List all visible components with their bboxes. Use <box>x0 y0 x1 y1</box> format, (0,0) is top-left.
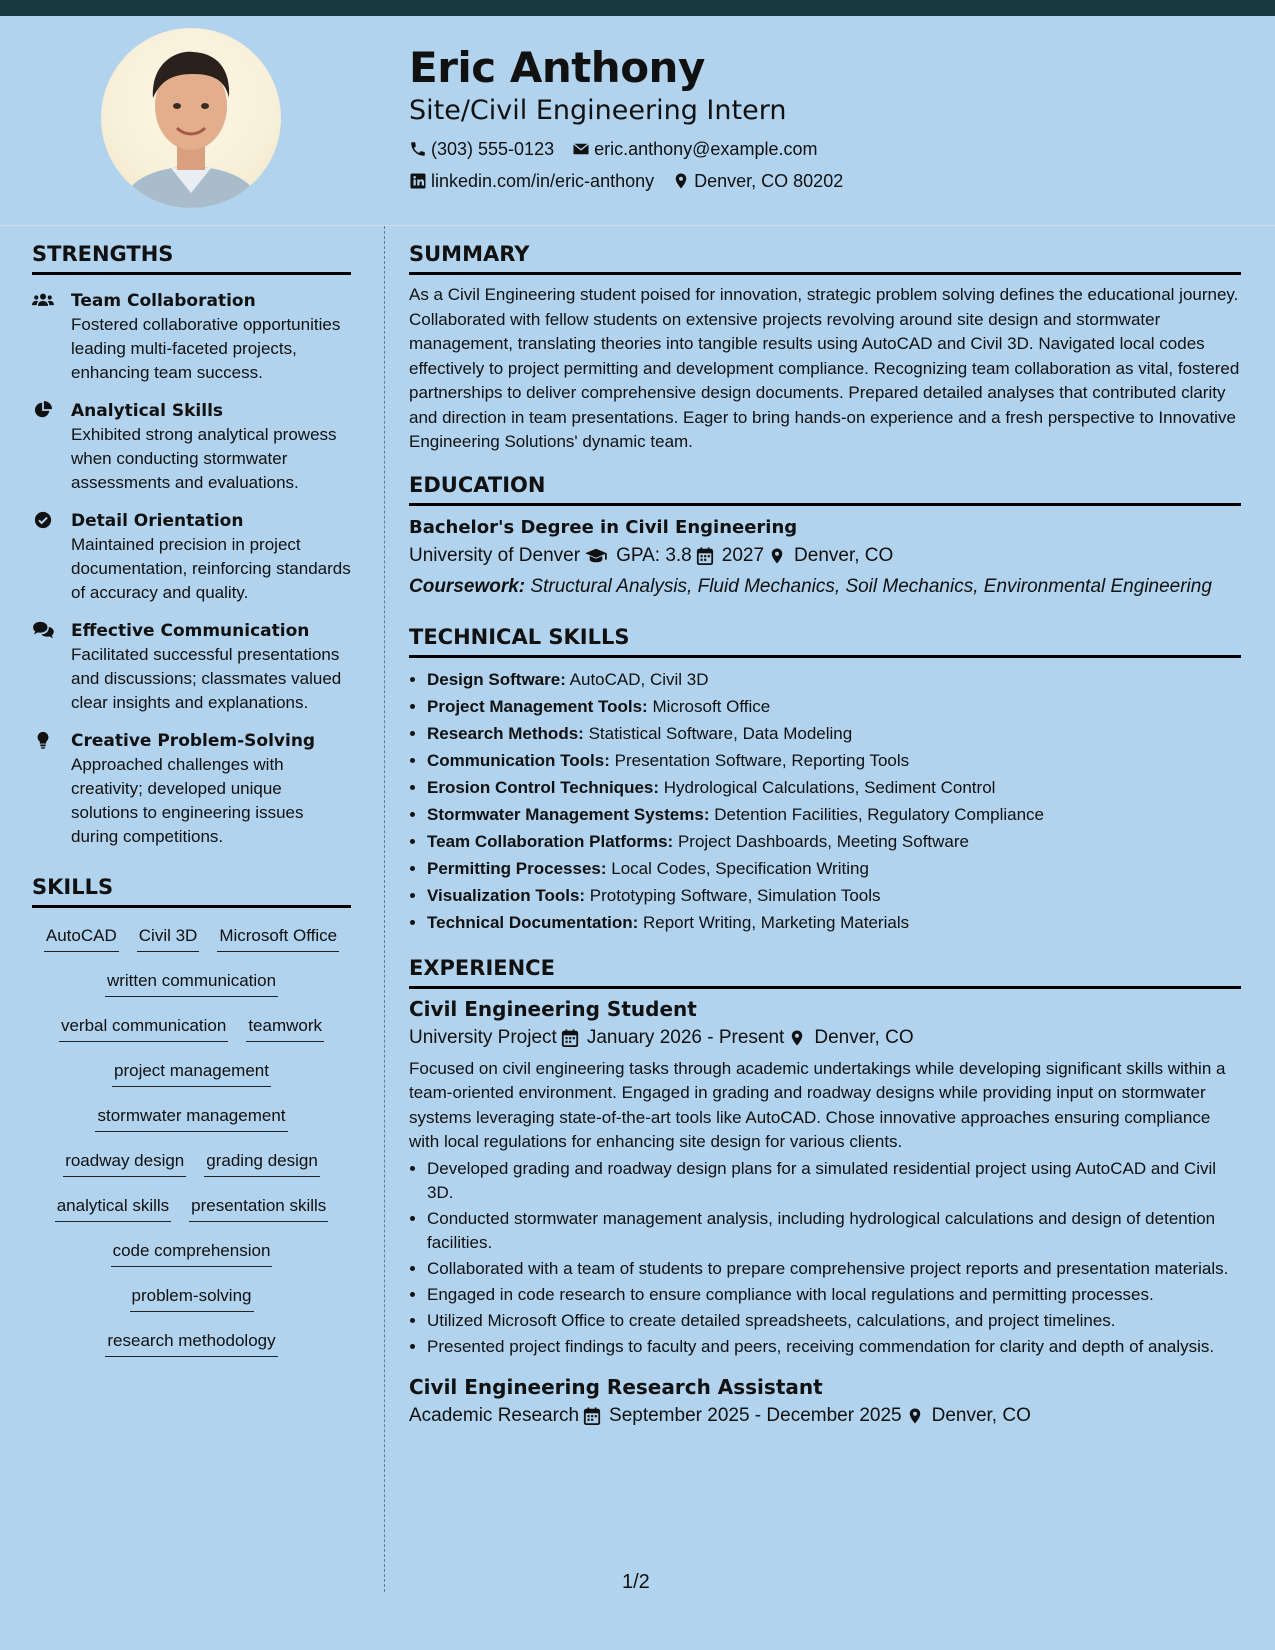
strength-desc: Approached challenges with creativity; developed unique solutions to engineering issues during competitions. <box>71 755 304 846</box>
skill-tag: presentation skills <box>189 1192 328 1222</box>
profile-photo <box>101 28 281 208</box>
strength-desc: Fostered collaborative opportunities leading multi-faceted projects, enhancing team success. <box>71 315 341 382</box>
coursework-label: Coursework: <box>409 575 526 597</box>
strength-item <box>32 289 351 385</box>
calendar-icon <box>561 1029 579 1047</box>
strength-title: Analytical Skills <box>71 401 224 421</box>
skill-tag: code comprehension <box>111 1237 273 1267</box>
experience-title: EXPERIENCE <box>409 950 1241 989</box>
skill-tag: Microsoft Office <box>217 922 339 952</box>
skill-tag: teamwork <box>246 1012 324 1042</box>
skill-row <box>32 1147 351 1192</box>
skill-tag: problem-solving <box>130 1282 254 1312</box>
candidate-name: Eric Anthony <box>409 43 705 92</box>
list-item: • Permitting Processes: Local Codes, Specification Writing <box>427 855 1241 882</box>
skill-row <box>32 1237 351 1282</box>
skill-row <box>32 1057 351 1102</box>
school-location: Denver, CO <box>794 544 894 566</box>
strength-item <box>32 509 351 605</box>
strength-title: Detail Orientation <box>71 511 244 531</box>
list-item: • Project Management Tools: Microsoft Office <box>427 693 1241 720</box>
job-dates: January 2026 - Present <box>586 1026 785 1048</box>
map-pin-icon <box>906 1407 924 1425</box>
job-dates: September 2025 - December 2025 <box>609 1404 902 1426</box>
left-column <box>32 236 351 1372</box>
job-location: Denver, CO <box>814 1026 914 1048</box>
skill-row <box>32 967 351 1012</box>
gpa-text: GPA: 3.8 <box>616 544 692 566</box>
linkedin-text[interactable]: linkedin.com/in/eric-anthony <box>431 171 655 191</box>
map-pin-icon <box>788 1029 806 1047</box>
skills-title: SKILLS <box>32 869 351 908</box>
skill-tag: Civil 3D <box>137 922 200 952</box>
job-title: Civil Engineering Research Assistant <box>409 1374 823 1399</box>
job-org: University Project <box>409 1026 557 1048</box>
strength-title: Effective Communication <box>71 621 310 641</box>
graduation-cap-icon <box>584 547 608 565</box>
list-item: • Team Collaboration Platforms: Project Dashboards, Meeting Software <box>427 828 1241 855</box>
list-item: • Stormwater Management Systems: Detention Facilities, Regulatory Compliance <box>427 801 1241 828</box>
comments-icon <box>32 621 54 639</box>
skill-row <box>32 922 351 967</box>
strength-item <box>32 619 351 715</box>
strength-desc: Maintained precision in project documentation, reinforcing standards of accuracy and quality. <box>71 535 351 602</box>
education-meta <box>409 541 1241 571</box>
right-column <box>409 236 1241 1431</box>
summary-title: SUMMARY <box>409 236 1241 275</box>
skill-tag: analytical skills <box>55 1192 171 1222</box>
strength-desc: Facilitated successful presentations and discussions; classmates valued clear insights and explanations. <box>71 645 342 712</box>
coursework-list: Structural Analysis, Fluid Mechanics, Soil Mechanics, Environmental Engineering <box>530 575 1212 597</box>
map-pin-icon <box>672 172 690 190</box>
skill-row <box>32 1102 351 1147</box>
linkedin-item <box>409 170 654 192</box>
job-org: Academic Research <box>409 1404 580 1426</box>
map-pin-icon <box>768 547 786 565</box>
page-number: 1/2 <box>622 1571 650 1593</box>
phone-item <box>409 138 554 160</box>
graduation-year: 2027 <box>721 544 765 566</box>
skill-tag: stormwater management <box>95 1102 287 1132</box>
skills-list <box>32 922 351 1372</box>
skill-tag: written communication <box>105 967 278 997</box>
summary-text: As a Civil Engineering student poised for innovation, strategic problem solving defines the educational journey. Collaborated with fellow students on extensive projects revolving around site design and stormwater management, translating theories into tangible results using AutoCAD and Civil 3D. Navigated local codes effectively to project permitting and development compliance. Recognizing team collaboration as vital, fostered partnerships to deliver comprehensive design documents. Prepared detailed analyses that contributed clarity and direction in team presentations. Eager to bring hands-on experience and a fresh perspective to Innovative Engineering Solutions' dynamic team. <box>409 285 1240 451</box>
location-item <box>672 170 843 192</box>
list-item: • Design Software: AutoCAD, Civil 3D <box>427 666 1241 693</box>
lightbulb-icon <box>32 731 54 749</box>
email-text[interactable]: eric.anthony@example.com <box>594 139 818 159</box>
linkedin-icon <box>409 172 427 190</box>
education-title: EDUCATION <box>409 467 1241 506</box>
calendar-icon <box>583 1407 601 1425</box>
calendar-icon <box>696 547 714 565</box>
list-item: • Utilized Microsoft Office to create detailed spreadsheets, calculations, and project timelines. <box>427 1309 1241 1333</box>
list-item: • Presented project findings to faculty and peers, receiving commendation for clarity and depth of analysis. <box>427 1335 1241 1359</box>
strengths-title: STRENGTHS <box>32 236 351 275</box>
skill-row <box>32 1192 351 1237</box>
strength-item <box>32 729 351 849</box>
list-item: • Erosion Control Techniques: Hydrological Calculations, Sediment Control <box>427 774 1241 801</box>
list-item: • Collaborated with a team of students to prepare comprehensive project reports and presentation materials. <box>427 1257 1241 1281</box>
location-text: Denver, CO 80202 <box>694 171 844 191</box>
top-bar <box>0 0 1275 16</box>
contact-row-1 <box>409 138 1249 160</box>
list-item: • Visualization Tools: Prototyping Software, Simulation Tools <box>427 882 1241 909</box>
check-circle-icon <box>32 511 54 529</box>
job-meta <box>409 1401 1241 1431</box>
coursework <box>409 575 1241 599</box>
pie-chart-icon <box>32 401 54 419</box>
job-location: Denver, CO <box>931 1404 1031 1426</box>
candidate-role: Site/Civil Engineering Intern <box>409 95 787 126</box>
strength-desc: Exhibited strong analytical prowess when conducting stormwater assessments and evaluations. <box>71 425 337 492</box>
skill-tag: research methodology <box>105 1327 277 1357</box>
skill-row <box>32 1282 351 1327</box>
list-item: • Research Methods: Statistical Software, Data Modeling <box>427 720 1241 747</box>
skill-row <box>32 1327 351 1372</box>
list-item: • Technical Documentation: Report Writing, Marketing Materials <box>427 909 1241 936</box>
phone-text[interactable]: (303) 555-0123 <box>431 139 555 159</box>
contact-row-2 <box>409 170 1249 192</box>
users-icon <box>32 291 54 309</box>
skill-tag: AutoCAD <box>44 922 119 952</box>
job-meta <box>409 1023 1241 1053</box>
list-item: • Conducted stormwater management analysis, including hydrological calculations and design of detention facilities. <box>427 1207 1241 1255</box>
school-name: University of Denver <box>409 544 581 566</box>
list-item: • Communication Tools: Presentation Software, Reporting Tools <box>427 747 1241 774</box>
job-bullets <box>409 1157 1241 1359</box>
email-item <box>572 138 817 160</box>
skill-tag: roadway design <box>63 1147 186 1177</box>
skill-row <box>32 1012 351 1057</box>
skill-tag: verbal communication <box>59 1012 228 1042</box>
column-divider <box>384 226 385 1592</box>
degree-title: Bachelor's Degree in Civil Engineering <box>409 516 798 538</box>
technical-skills-title: TECHNICAL SKILLS <box>409 619 1241 658</box>
job-description: Focused on civil engineering tasks through academic undertakings while developing significant skills within a team-oriented environment. Engaged in grading and roadway designs while providing input on stormwater systems leveraging state-of-the-art tools like AutoCAD. Chose innovative approaches ensuring compliance with local regulations for enhancing site design for various clients. <box>409 1058 1226 1151</box>
skill-tag: grading design <box>204 1147 320 1177</box>
list-item: • Developed grading and roadway design plans for a simulated residential project using AutoCAD and Civil 3D. <box>427 1157 1241 1205</box>
list-item: • Engaged in code research to ensure compliance with local regulations and permitting processes. <box>427 1283 1241 1307</box>
job-title: Civil Engineering Student <box>409 996 697 1021</box>
technical-skills-list <box>409 666 1241 936</box>
strength-title: Team Collaboration <box>71 291 256 311</box>
resume-header <box>0 16 1275 226</box>
envelope-icon <box>572 140 590 158</box>
skill-tag: project management <box>112 1057 271 1087</box>
phone-icon <box>409 140 427 158</box>
strength-item <box>32 399 351 495</box>
strength-title: Creative Problem-Solving <box>71 731 316 751</box>
